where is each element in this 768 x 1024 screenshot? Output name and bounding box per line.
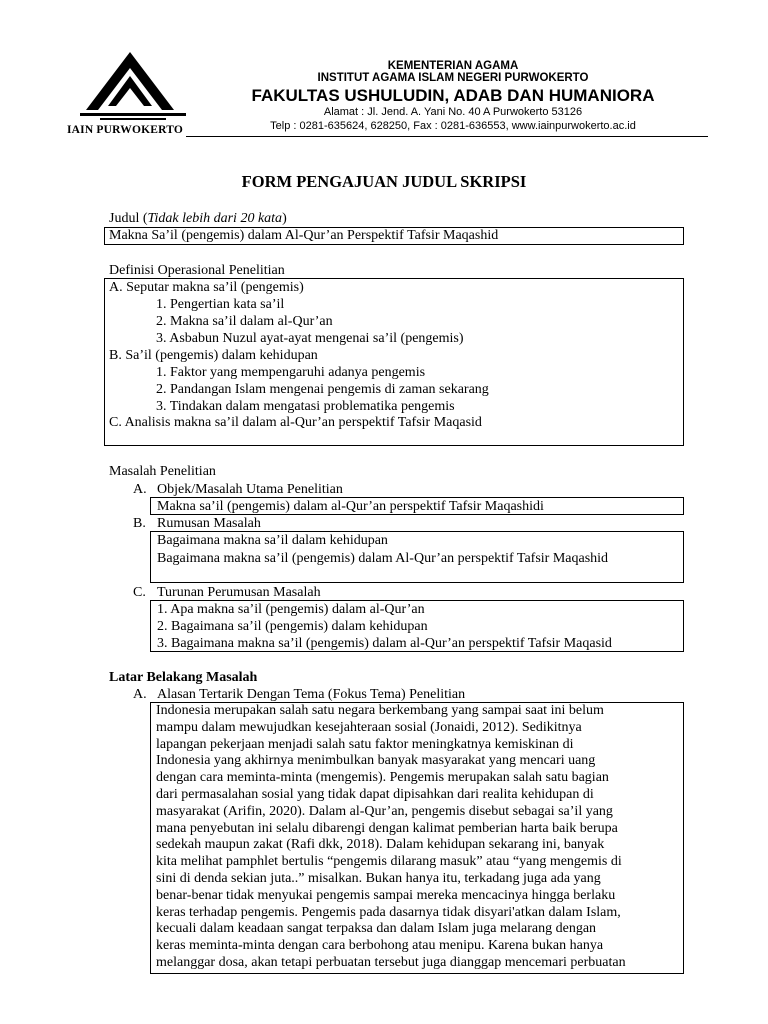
definisi-line: 2. Pandangan Islam mengenai pengemis di zaman sekarang	[156, 382, 489, 397]
alasan-line: dengan cara meminta-minta (mengemis). Pengemis merupakan salah satu bagian	[156, 770, 609, 786]
masalah-c-letter: C.	[133, 585, 146, 600]
turunan-line: 1. Apa makna sa’il (pengemis) dalam al-Qur’an	[157, 602, 425, 617]
ministry-name: KEMENTERIAN AGAMA	[387, 60, 519, 72]
form-title: FORM PENGAJUAN JUDUL SKRIPSI	[241, 172, 527, 191]
rumusan-field[interactable]	[150, 531, 684, 583]
alasan-line: Indonesia merupakan salah satu negara berkembang yang sampai saat ini belum	[156, 703, 604, 718]
alasan-line: mampu dalam mewujudkan kesejahteraan sosial (Jonaidi, 2012). Sedikitnya	[156, 719, 582, 735]
objek-value: Makna sa’il (pengemis) dalam al-Qur’an perspektif Tafsir Maqashidi	[157, 499, 544, 514]
contact-info: Telp : 0281-635624, 628250, Fax : 0281-636553, www.iainpurwokerto.ac.id	[270, 120, 636, 132]
logo-caption: IAIN PURWOKERTO	[67, 124, 184, 136]
turunan-line: 3. Bagaimana makna sa’il (pengemis) dalam al-Qur’an perspektif Tafsir Maqasid	[157, 636, 612, 651]
masalah-b-label: Rumusan Masalah	[157, 516, 261, 531]
faculty-name: FAKULTAS USHULUDIN, ADAB DAN HUMANIORA	[251, 86, 655, 105]
rumusan-line: Bagaimana makna sa’il dalam kehidupan	[157, 533, 388, 548]
definisi-line: 1. Pengertian kata sa’il	[156, 297, 285, 312]
judul-label: Judul (Tidak lebih dari 20 kata)	[109, 211, 287, 226]
alasan-line: sini di denda sekian juta..” misalkan. Bukan hanya itu, terkadang juga ada yang	[156, 871, 601, 886]
definisi-line: 1. Faktor yang mempengaruhi adanya pengemis	[156, 365, 426, 380]
alasan-line: sedekah maupun zakat (Rafi dkk, 2018). Dalam kehidupan sekarang ini, banyak	[156, 837, 605, 853]
alasan-line: keras terhadap pengemis. Pengemis pada dasarnya tidak disyari'atkan dalam Islam,	[156, 904, 621, 920]
judul-value: Makna Sa’il (pengemis) dalam Al-Qur’an Perspektif Tafsir Maqashid	[109, 228, 499, 243]
latar-a-letter: A.	[133, 687, 147, 702]
rumusan-line: Bagaimana makna sa’il (pengemis) dalam Al-Qur’an perspektif Tafsir Maqashid	[157, 551, 609, 566]
definisi-line: B. Sa’il (pengemis) dalam kehidupan	[109, 348, 318, 363]
alasan-field[interactable]	[150, 702, 684, 974]
alasan-line: kecuali dalam keadaan sangat terpaksa dan dalam Islam juga melarang dengan	[156, 921, 597, 937]
definisi-label: Definisi Operasional Penelitian	[109, 263, 285, 278]
alasan-line: mana penyebutan ini selalu dibarengi dengan kalimat pemberian harta baik berupa	[156, 820, 618, 836]
masalah-a-letter: A.	[133, 482, 147, 497]
latar-label: Latar Belakang Masalah	[109, 670, 258, 685]
objek-field[interactable]	[150, 497, 684, 515]
definisi-line: 3. Tindakan dalam mengatasi problematika pengemis	[156, 399, 455, 414]
judul-field[interactable]	[104, 227, 684, 245]
definisi-line: 3. Asbabun Nuzul ayat-ayat mengenai sa’il (pengemis)	[156, 331, 464, 346]
definisi-line: A. Seputar makna sa’il (pengemis)	[109, 280, 304, 295]
latar-a-label: Alasan Tertarik Dengan Tema (Fokus Tema) Penelitian	[157, 687, 466, 702]
alasan-line: melanggar dosa, akan tetapi perbuatan tersebut juga dianggap mencemari perbuatan	[156, 955, 626, 970]
alasan-line: lapangan pekerjaan menjadi salah satu faktor meningkatnya kemiskinan di	[156, 736, 574, 752]
institute-name: INSTITUT AGAMA ISLAM NEGERI PURWOKERTO	[317, 72, 589, 84]
turunan-field[interactable]	[150, 600, 684, 652]
definisi-field[interactable]	[104, 278, 684, 446]
address: Alamat : Jl. Jend. A. Yani No. 40 A Purwokerto 53126	[323, 106, 583, 118]
masalah-b-letter: B.	[133, 516, 146, 531]
masalah-a-label: Objek/Masalah Utama Penelitian	[157, 482, 343, 497]
alasan-line: kita melihat pamphlet bertulis “pengemis dilarang masuk” atau “yang mengemis di	[156, 854, 622, 870]
definisi-line: 2. Makna sa’il dalam al-Qur’an	[156, 314, 333, 329]
alasan-line: dari permasalahan sosial yang tidak dapat dipisahkan dari realita kehidupan di	[156, 787, 594, 802]
iain-logo	[78, 50, 188, 122]
alasan-line: benar-benar tidak menyukai pengemis sampai mereka mencacinya hingga berlaku	[156, 887, 616, 903]
turunan-line: 2. Bagaimana sa’il (pengemis) dalam kehidupan	[157, 619, 428, 634]
header-divider	[186, 136, 708, 137]
definisi-line: C. Analisis makna sa’il dalam al-Qur’an perspektif Tafsir Maqasid	[109, 415, 482, 430]
alasan-line: Indonesia yang akhirnya menimbulkan banyak masyarakat yang mencari uang	[156, 753, 596, 769]
masalah-label: Masalah Penelitian	[109, 464, 216, 479]
alasan-line: keras meminta-minta dengan cara berbohong atau menipu. Karena bukan hanya	[156, 938, 604, 954]
alasan-line: masyarakat (Arifin, 2020). Dalam al-Qur’an, pengemis disebut sebagai sa’il yang	[156, 803, 613, 819]
masalah-c-label: Turunan Perumusan Masalah	[157, 585, 321, 600]
